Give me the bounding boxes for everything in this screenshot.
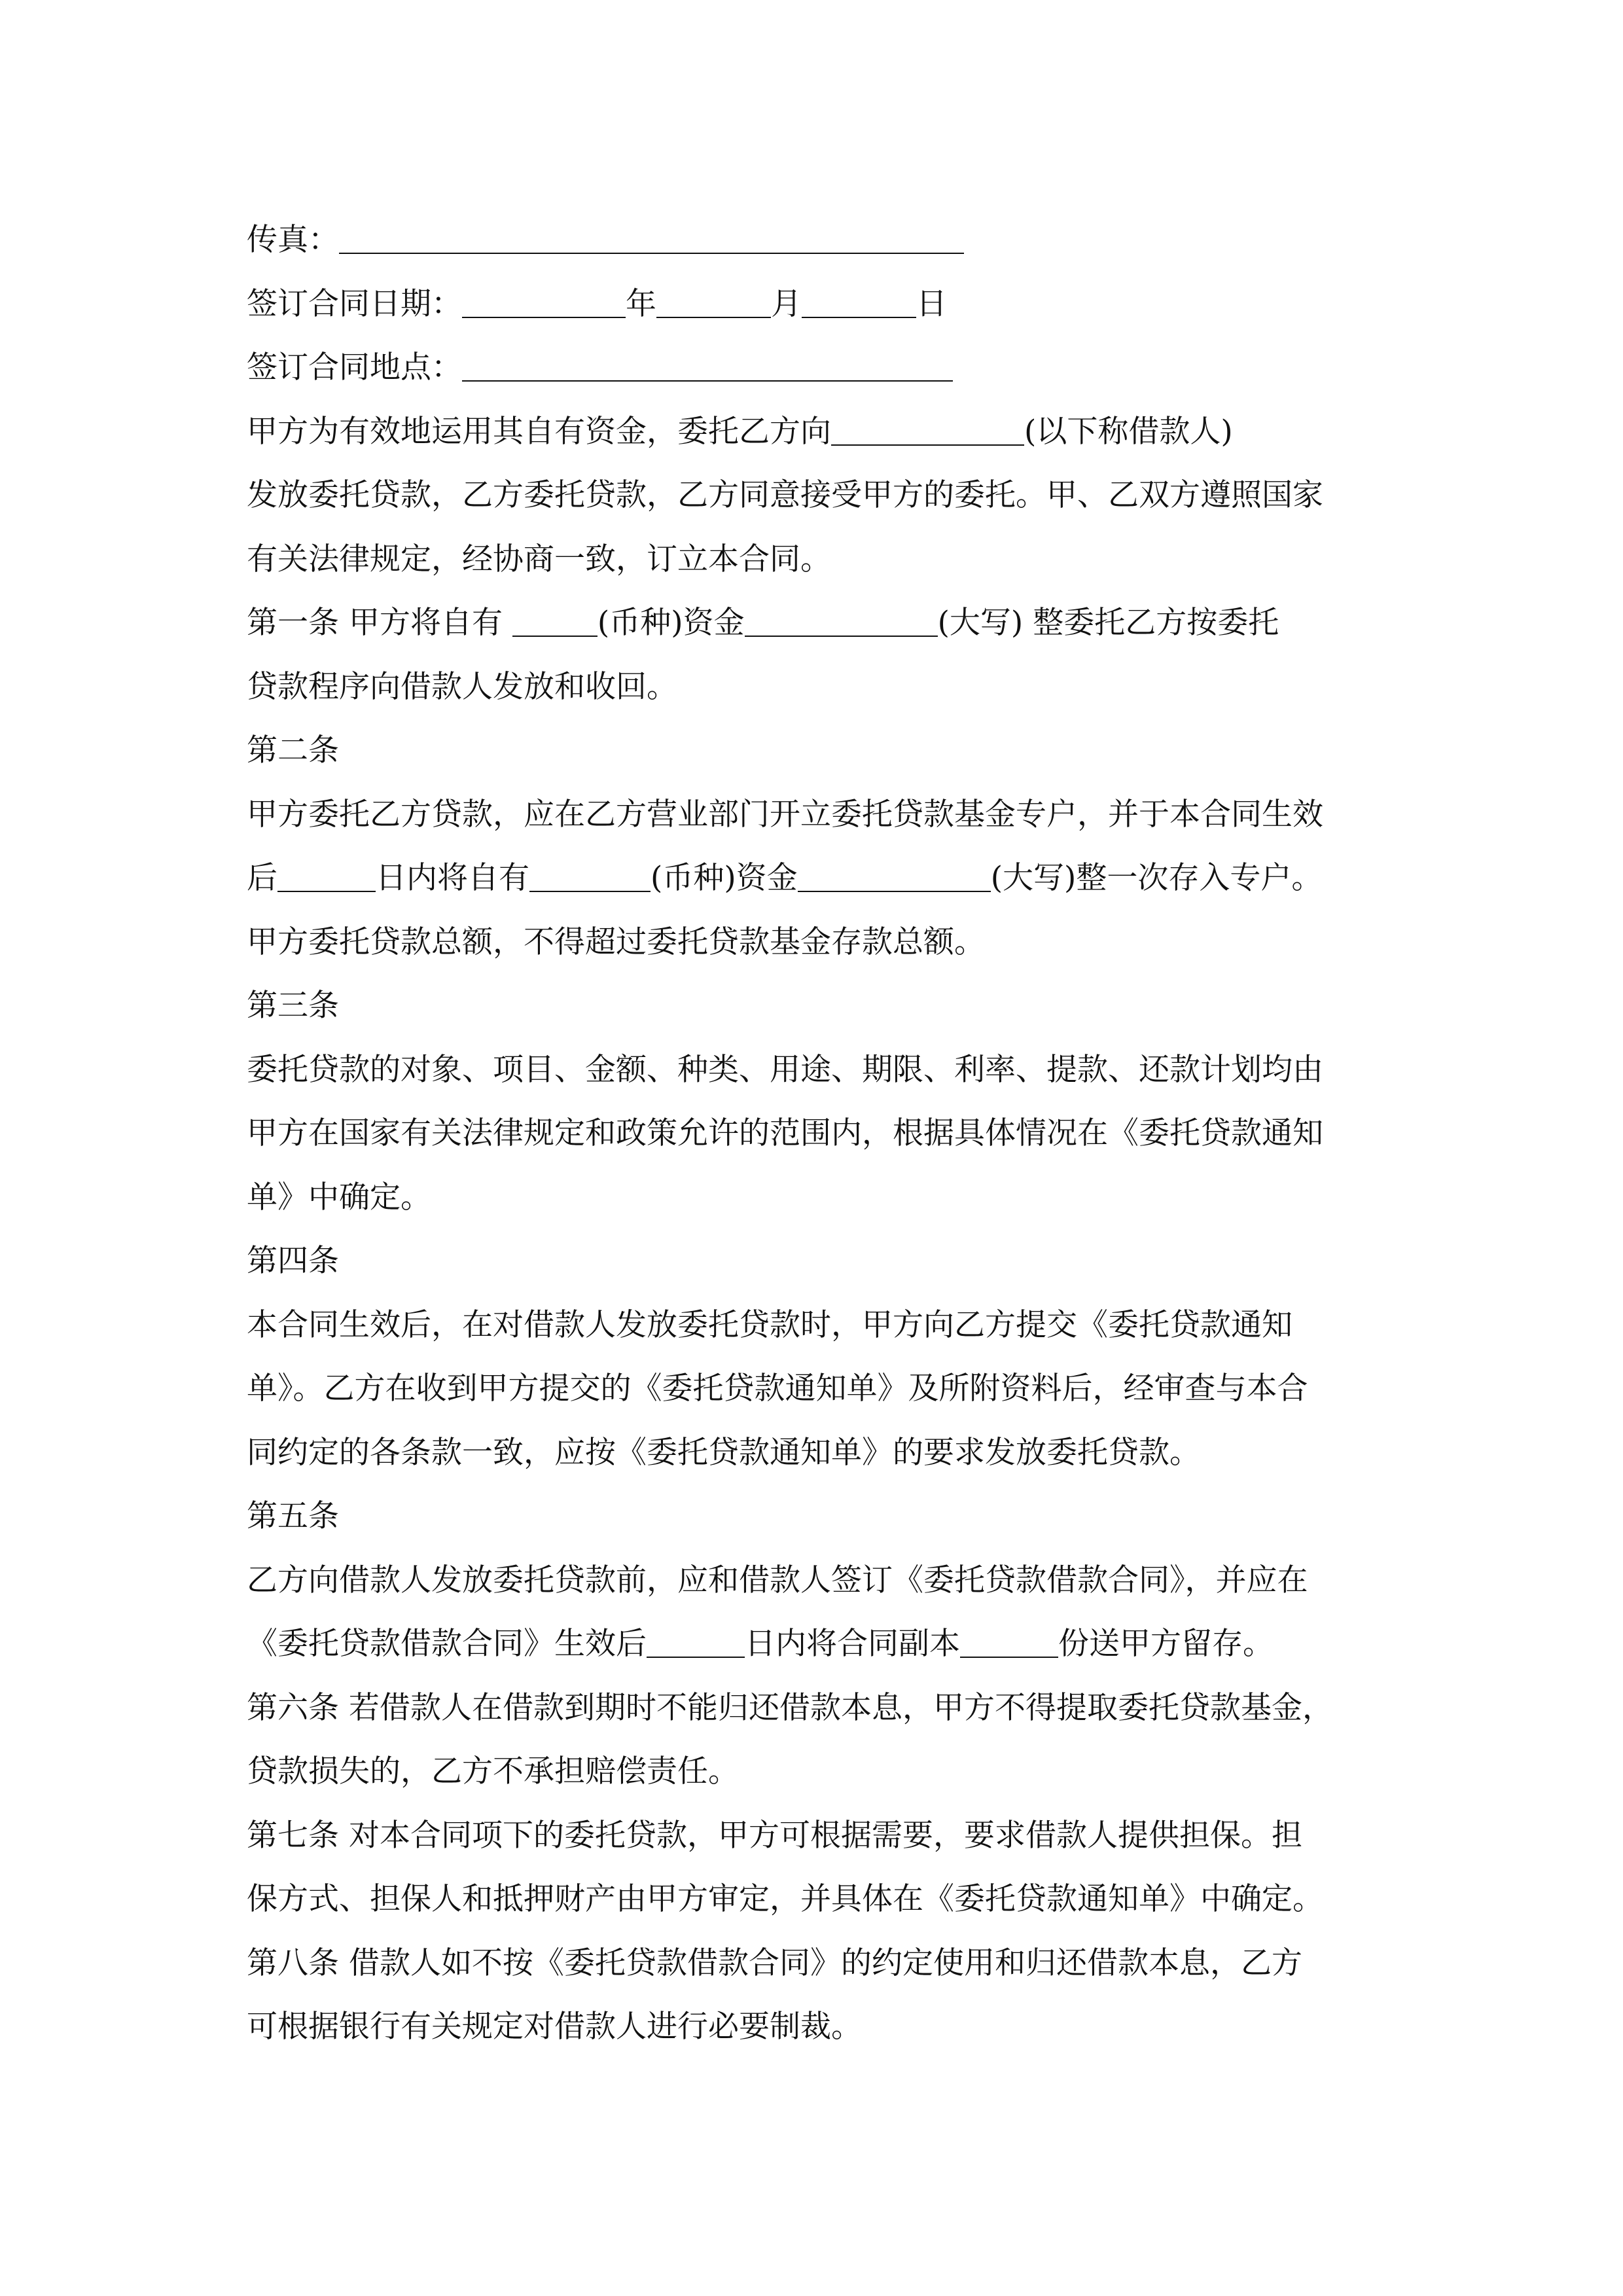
article-7-line-2: 保方式、担保人和抵押财产由甲方审定，并具体在《委托贷款通知单》中确定。 bbox=[247, 1881, 1323, 1917]
article-5-line-2 bbox=[247, 1612, 1385, 1676]
article-5-line-1: 乙方向借款人发放委托贷款前，应和借款人签订《委托贷款借款合同》，并应在 bbox=[247, 1562, 1308, 1598]
article-5-text-a: 《委托贷款借款合同》生效后 bbox=[247, 1626, 647, 1662]
year-blank[interactable] bbox=[462, 291, 626, 318]
article-5-text-b: 日内将合同副本 bbox=[745, 1626, 960, 1662]
borrower-blank[interactable] bbox=[831, 418, 1024, 446]
article-8-line-1: 第八条 借款人如不按《委托贷款借款合同》的约定使用和归还借款本息，乙方 bbox=[247, 1945, 1302, 1981]
article-2-line-3: 甲方委托贷款总额，不得超过委托贷款基金存款总额。 bbox=[247, 924, 985, 960]
article-7-line-1: 第七条 对本合同项下的委托贷款，甲方可根据需要，要求借款人提供担保。担 bbox=[247, 1817, 1302, 1854]
sign-place-blank[interactable] bbox=[462, 354, 953, 382]
article-3-line-1: 委托贷款的对象、项目、金额、种类、用途、期限、利率、提款、还款计划均由 bbox=[247, 1051, 1323, 1088]
article-4-line-1: 本合同生效后，在对借款人发放委托贷款时，甲方向乙方提交《委托贷款通知 bbox=[247, 1306, 1293, 1343]
article-1-line-1 bbox=[247, 591, 1385, 655]
article-3-line-2: 甲方在国家有关法律规定和政策允许的范围内，根据具体情况在《委托贷款通知 bbox=[247, 1115, 1323, 1151]
currency-blank-1[interactable] bbox=[512, 609, 597, 637]
amount-blank-2[interactable] bbox=[798, 865, 991, 892]
intro-line-2: 发放委托贷款，乙方委托贷款，乙方同意接受甲方的委托。甲、乙双方遵照国家 bbox=[247, 477, 1323, 513]
month-blank[interactable] bbox=[656, 291, 771, 318]
day-blank[interactable] bbox=[802, 291, 916, 318]
intro-text-1b: (以下称借款人) bbox=[1024, 413, 1233, 450]
days-blank-1[interactable] bbox=[277, 865, 376, 892]
article-2-line-2 bbox=[247, 846, 1385, 910]
article-8-line-2: 可根据银行有关规定对借款人进行必要制裁。 bbox=[247, 2009, 862, 2045]
article-3-title: 第三条 bbox=[247, 988, 339, 1024]
currency-blank-2[interactable] bbox=[529, 865, 651, 892]
month-label: 月 bbox=[771, 285, 802, 322]
sign-place-label: 签订合同地点： bbox=[247, 350, 462, 386]
article-4-line-2: 单》。乙方在收到甲方提交的《委托贷款通知单》及所附资料后，经审查与本合 bbox=[247, 1371, 1308, 1407]
article-2-line-1: 甲方委托乙方贷款，应在乙方营业部门开立委托贷款基金专户，并于本合同生效 bbox=[247, 796, 1323, 833]
fax-label: 传真： bbox=[247, 222, 339, 258]
article-6-line-1: 第六条 若借款人在借款到期时不能归还借款本息，甲方不得提取委托贷款基金， bbox=[247, 1689, 1333, 1726]
article-4-title: 第四条 bbox=[247, 1243, 339, 1279]
fax-blank[interactable] bbox=[339, 226, 964, 254]
sign-place-line bbox=[247, 336, 1385, 400]
article-2-text-c: (币种)资金 bbox=[651, 860, 798, 896]
article-3-line-3: 单》中确定。 bbox=[247, 1179, 431, 1215]
article-1-text-a: 第一条 甲方将自有 bbox=[247, 605, 512, 641]
article-2-text-b: 日内将自有 bbox=[376, 860, 529, 896]
article-2-text-d: (大写)整一次存入专户。 bbox=[990, 860, 1323, 896]
year-label: 年 bbox=[626, 285, 656, 322]
article-5-title: 第五条 bbox=[247, 1498, 339, 1534]
article-6-line-2: 贷款损失的，乙方不承担赔偿责任。 bbox=[247, 1753, 739, 1789]
amount-blank-1[interactable] bbox=[745, 609, 938, 637]
article-1-line-2: 贷款程序向借款人发放和收回。 bbox=[247, 668, 677, 705]
article-5-text-c: 份送甲方留存。 bbox=[1058, 1626, 1274, 1662]
intro-line-1 bbox=[247, 400, 1385, 464]
intro-text-1a: 甲方为有效地运用其自有资金，委托乙方向 bbox=[247, 413, 831, 450]
article-2-title: 第二条 bbox=[247, 732, 339, 768]
article-2-text-a: 后 bbox=[247, 860, 277, 896]
contract-page bbox=[247, 208, 1385, 2059]
sign-date-label: 签订合同日期： bbox=[247, 285, 462, 322]
fax-line bbox=[247, 208, 1385, 272]
day-label: 日 bbox=[916, 285, 947, 322]
article-4-line-3: 同约定的各条款一致，应按《委托贷款通知单》的要求发放委托贷款。 bbox=[247, 1434, 1200, 1471]
article-1-text-b: (币种)资金 bbox=[597, 605, 745, 641]
days-blank-2[interactable] bbox=[647, 1630, 745, 1658]
copies-blank[interactable] bbox=[960, 1630, 1058, 1658]
article-1-text-c: (大写) 整委托乙方按委托 bbox=[937, 605, 1279, 641]
sign-date-line bbox=[247, 272, 1385, 336]
intro-line-3: 有关法律规定，经协商一致，订立本合同。 bbox=[247, 541, 831, 577]
